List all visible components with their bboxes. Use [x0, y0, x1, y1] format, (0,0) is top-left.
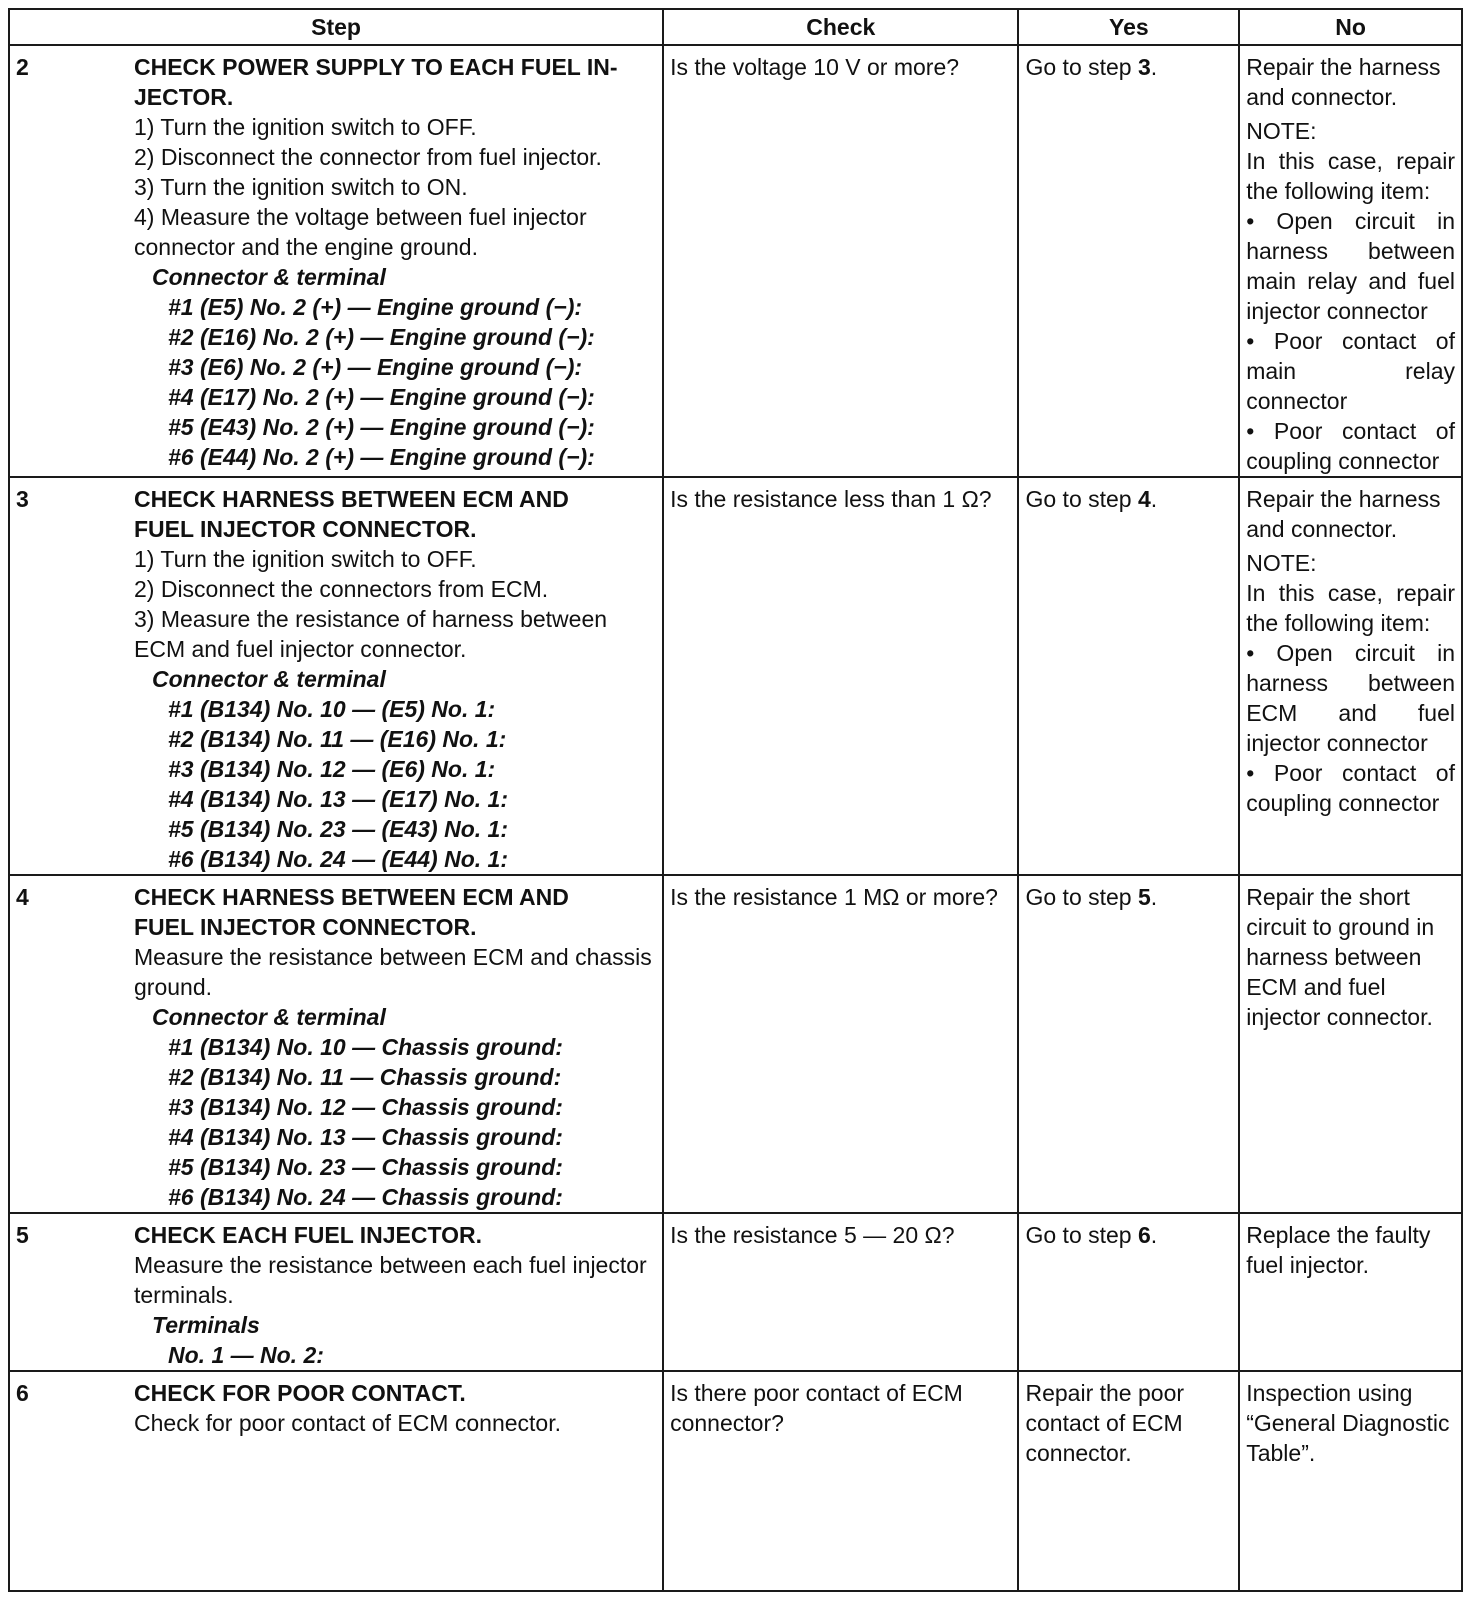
step-action: 2) Disconnect the connectors from ECM.: [134, 576, 549, 602]
diagnostic-table: [8, 8, 1463, 1592]
yes-cell: [1018, 875, 1239, 1213]
step-body: [128, 1372, 662, 1438]
check-cell: [663, 1213, 1018, 1371]
no-detail-line: • Open circuit in harness between main relay and fuel injector connector: [1246, 208, 1455, 324]
terminal-spec: #6 (B134) No. 24 — Chassis ground:: [168, 1184, 563, 1210]
no-note-label: NOTE:: [1246, 550, 1317, 576]
terminal-spec: #6 (B134) No. 24 — (E44) No. 1:: [168, 846, 508, 872]
yes-cell: [1018, 477, 1239, 875]
no-cell: [1239, 875, 1462, 1213]
header-row: [9, 9, 1462, 45]
yes-step-number: 3: [1138, 54, 1151, 80]
no-detail-line: • Poor contact of main relay connector: [1246, 328, 1455, 414]
step-cell: [9, 45, 663, 477]
terminal-spec: No. 1 — No. 2:: [168, 1342, 324, 1368]
table-row: [9, 1371, 1462, 1591]
step-title-line: JECTOR.: [134, 84, 234, 110]
step-body: [128, 478, 662, 874]
yes-text: Go to step: [1025, 486, 1138, 512]
step-cell: [9, 875, 663, 1213]
yes-step-number: 4: [1138, 486, 1151, 512]
step-action: Check for poor contact of ECM connector.: [134, 1410, 561, 1436]
yes-cell: [1018, 45, 1239, 477]
step-number: 5: [16, 1222, 29, 1248]
no-detail-line: In this case, repair the following item:: [1246, 148, 1455, 204]
step-title-line: CHECK POWER SUPPLY TO EACH FUEL IN-: [134, 54, 618, 80]
connector-terminal-label: Connector & terminal: [152, 666, 386, 692]
yes-text: Go to step: [1025, 1222, 1138, 1248]
check-question: Is the resistance 1 MΩ or more?: [670, 884, 998, 910]
no-detail-line: In this case, repair the following item:: [1246, 580, 1455, 636]
check-cell: [663, 45, 1018, 477]
no-action: Repair the short circuit to ground in harness between ECM and fuel injector connector.: [1246, 884, 1435, 1030]
yes-step-number: 6: [1138, 1222, 1151, 1248]
step-cell: [9, 1371, 663, 1591]
header-check: Check: [663, 9, 1018, 45]
terminal-spec: #2 (E16) No. 2 (+) — Engine ground (−):: [168, 324, 595, 350]
step-action: 3) Measure the resistance of harness between ECM and fuel injector connector.: [134, 606, 608, 662]
connector-terminal-label: Terminals: [152, 1312, 260, 1338]
table-row: [9, 875, 1462, 1213]
terminal-spec: #1 (B134) No. 10 — Chassis ground:: [168, 1034, 563, 1060]
yes-text: Go to step: [1025, 884, 1138, 910]
yes-text-end: .: [1150, 54, 1158, 80]
step-action: 1) Turn the ignition switch to OFF.: [134, 114, 477, 140]
terminal-spec: #5 (E43) No. 2 (+) — Engine ground (−):: [168, 414, 595, 440]
header-yes: Yes: [1018, 9, 1239, 45]
check-question: Is there poor contact of ECM connector?: [670, 1380, 963, 1436]
check-cell: [663, 477, 1018, 875]
step-action: 1) Turn the ignition switch to OFF.: [134, 546, 477, 572]
terminal-spec: #2 (B134) No. 11 — (E16) No. 1:: [168, 726, 507, 752]
terminal-spec: #4 (B134) No. 13 — (E17) No. 1:: [168, 786, 508, 812]
connector-terminal-label: Connector & terminal: [152, 264, 386, 290]
no-action: Repair the harness and connector.: [1246, 54, 1441, 110]
terminal-spec: #1 (B134) No. 10 — (E5) No. 1:: [168, 696, 496, 722]
step-cell: [9, 1213, 663, 1371]
table-row: [9, 477, 1462, 875]
terminal-spec: #4 (B134) No. 13 — Chassis ground:: [168, 1124, 563, 1150]
step-action: 4) Measure the voltage between fuel injector connector and the engine ground.: [134, 204, 587, 260]
yes-text: Repair the poor contact of ECM connector.: [1025, 1380, 1185, 1466]
yes-text-end: .: [1150, 1222, 1158, 1248]
check-question: Is the resistance 5 — 20 Ω?: [670, 1222, 955, 1248]
step-number: 3: [16, 486, 29, 512]
step-action: 3) Turn the ignition switch to ON.: [134, 174, 468, 200]
no-detail-line: • Poor contact of coupling connector: [1246, 760, 1455, 816]
step-body: [128, 1214, 662, 1370]
check-cell: [663, 875, 1018, 1213]
step-title-line: CHECK EACH FUEL INJECTOR.: [134, 1222, 483, 1248]
connector-terminal-label: Connector & terminal: [152, 1004, 386, 1030]
no-note-label: NOTE:: [1246, 118, 1317, 144]
terminal-spec: #5 (B134) No. 23 — (E43) No. 1:: [168, 816, 508, 842]
step-cell: [9, 477, 663, 875]
step-action: Measure the resistance between ECM and chassis ground.: [134, 944, 652, 1000]
terminal-spec: #3 (E6) No. 2 (+) — Engine ground (−):: [168, 354, 583, 380]
terminal-spec: #6 (E44) No. 2 (+) — Engine ground (−):: [168, 444, 595, 470]
step-title-line: CHECK HARNESS BETWEEN ECM AND: [134, 486, 569, 512]
terminal-spec: #1 (E5) No. 2 (+) — Engine ground (−):: [168, 294, 583, 320]
step-title-line: FUEL INJECTOR CONNECTOR.: [134, 914, 477, 940]
no-action: Replace the faulty fuel injector.: [1246, 1222, 1431, 1278]
no-cell: [1239, 1213, 1462, 1371]
table-row: [9, 45, 1462, 477]
no-cell: [1239, 1371, 1462, 1591]
terminal-spec: #5 (B134) No. 23 — Chassis ground:: [168, 1154, 563, 1180]
no-detail-line: • Open circuit in harness between ECM and fuel injector connector: [1246, 640, 1455, 756]
terminal-spec: #2 (B134) No. 11 — Chassis ground:: [168, 1064, 562, 1090]
step-title-line: FUEL INJECTOR CONNECTOR.: [134, 516, 477, 542]
step-number: 2: [16, 54, 29, 80]
step-number: 4: [16, 884, 29, 910]
yes-cell: [1018, 1371, 1239, 1591]
terminal-spec: #3 (B134) No. 12 — Chassis ground:: [168, 1094, 563, 1120]
step-body: [128, 876, 662, 1212]
no-action: Repair the harness and connector.: [1246, 486, 1441, 542]
step-body: [128, 46, 662, 472]
check-cell: [663, 1371, 1018, 1591]
check-question: Is the voltage 10 V or more?: [670, 54, 960, 80]
terminal-spec: #4 (E17) No. 2 (+) — Engine ground (−):: [168, 384, 595, 410]
terminal-spec: #3 (B134) No. 12 — (E6) No. 1:: [168, 756, 496, 782]
yes-text-end: .: [1150, 486, 1158, 512]
yes-text: Go to step: [1025, 54, 1138, 80]
no-cell: [1239, 477, 1462, 875]
no-detail-line: • Poor contact of coupling connector: [1246, 418, 1455, 474]
step-title-line: CHECK HARNESS BETWEEN ECM AND: [134, 884, 569, 910]
step-action: 2) Disconnect the connector from fuel injector.: [134, 144, 602, 170]
step-number: 6: [16, 1380, 29, 1406]
header-step: Step: [9, 9, 663, 45]
header-no: No: [1239, 9, 1462, 45]
no-cell: [1239, 45, 1462, 477]
step-action: Measure the resistance between each fuel injector terminals.: [134, 1252, 647, 1308]
yes-text-end: .: [1150, 884, 1158, 910]
no-action: Inspection using “General Diagnostic Table”.: [1246, 1380, 1450, 1466]
check-question: Is the resistance less than 1 Ω?: [670, 486, 992, 512]
table-row: [9, 1213, 1462, 1371]
step-title-line: CHECK FOR POOR CONTACT.: [134, 1380, 466, 1406]
yes-cell: [1018, 1213, 1239, 1371]
yes-step-number: 5: [1138, 884, 1151, 910]
